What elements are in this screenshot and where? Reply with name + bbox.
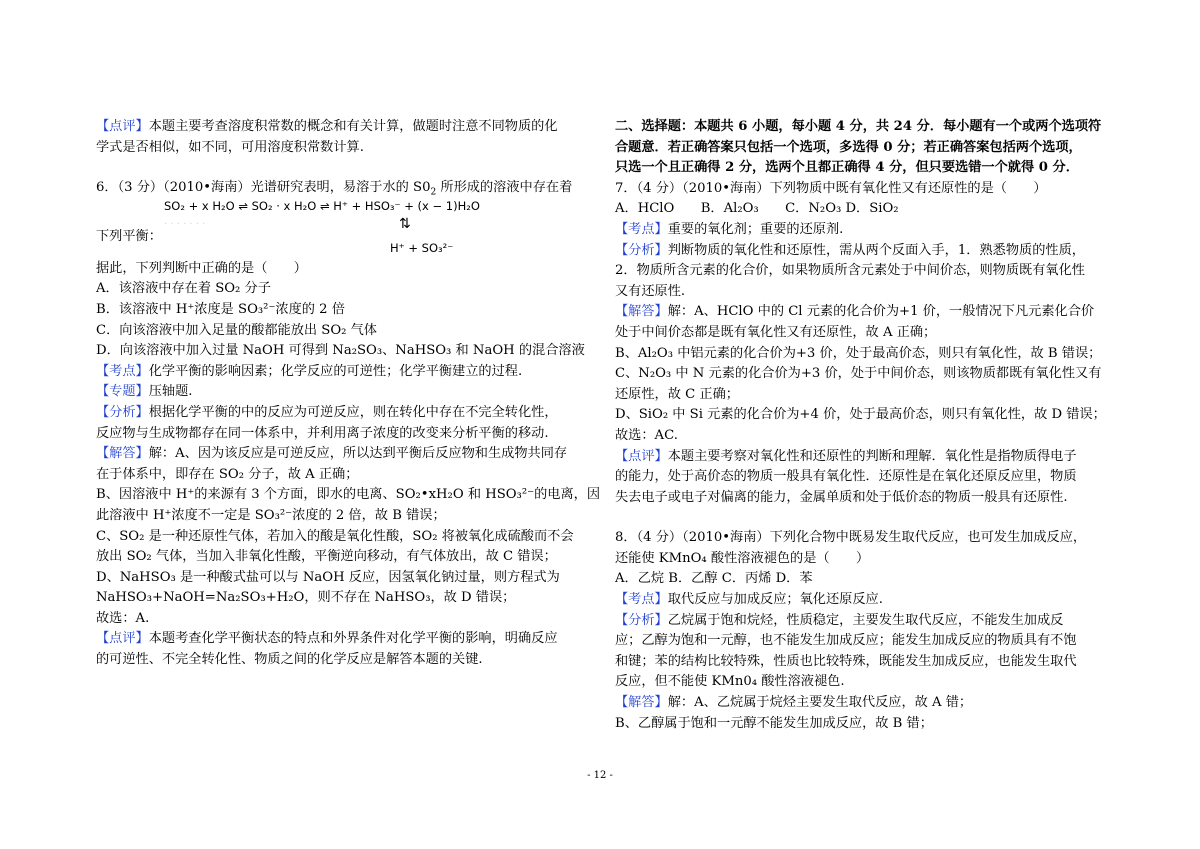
section-2-heading-1: 二、选择题：本题共 6 小题，每小题 4 分，共 24 分．每小题有一个或两个选项符 xyxy=(615,119,1102,134)
equation-line-2: H⁺ + SO₃²⁻ xyxy=(390,240,454,255)
balance-label: 下列平衡： xyxy=(96,228,162,244)
option-d: D．向该溶液中加入过量 NaOH 可得到 Na₂SO₃、NaHSO₃ 和 NaOH 的混合溶液 xyxy=(96,343,585,359)
q7-jieda-line-2: 处于中间价态都是既有氧化性又有还原性，故 A 正确； xyxy=(615,324,937,340)
option-a: A．该溶液中存在着 SO₂ 分子 xyxy=(96,281,271,297)
option-c: C．向该溶液中加入足量的酸都能放出 SO₂ 气体 xyxy=(96,322,377,338)
q7-fenxi-line: 【分析】判断物质的氧化性和还原性，需从两个反面入手，1．熟悉物质的性质， xyxy=(615,242,1085,258)
jieda-line-9: 故选：A. xyxy=(96,610,150,626)
q7-jieda-line-3: B、Al₂O₃ 中铝元素的化合价为+3 价，处于最高价态，则只有氧化性，故 B 错误； xyxy=(615,345,1102,361)
comment-line-2: 学式是否相似，如不同，可用溶度积常数计算. xyxy=(96,139,364,155)
right-column xyxy=(615,117,1107,734)
fenxi-line: 【分析】根据化学平衡的中的反应为可逆反应，则在转化中存在不完全转化性， xyxy=(96,404,558,420)
question-8-options: A．乙烷 B．乙醇 C．丙烯 D．苯 xyxy=(615,571,813,587)
comment2-line-2: 的可逆性、不完全转化性、物质之间的化学反应是解答本题的关键. xyxy=(96,652,483,668)
comment2-line: 【点评】本题考查化学平衡状态的特点和外界条件对化学平衡的影响，明确反应 xyxy=(96,631,558,647)
faint-marks: · · · · · · · xyxy=(164,218,206,230)
option-b: B．该溶液中 H⁺浓度是 SO₃²⁻浓度的 2 倍 xyxy=(96,301,345,317)
jieda-line-8: NaHSO₃+NaOH=Na₂SO₃+H₂O，则不存在 NaHSO₃，故 D 错误； xyxy=(96,590,516,606)
q7-jieda-line-6: D、SiO₂ 中 Si 元素的化合价为+4 价，处于最高价态，则只有氧化性，故 D 错误； xyxy=(615,407,1106,423)
jieda-line-5: C、SO₂ 是一种还原性气体，若加入的酸是氧化性酸，SO₂ 将被氧化成硫酸而不会 xyxy=(96,528,574,544)
question-8-stem: 8．（4 分）（2010•海南）下列化合物中既易发生取代反应，也可发生加成反应， xyxy=(615,530,1087,546)
q8-kaodian-line: 【考点】取代反应与加成反应；氧化还原反应. xyxy=(615,592,883,608)
q7-fenxi-line-3: 又有还原性. xyxy=(615,283,686,299)
q8-fenxi-line-4: 反应，但不能使 KMn0₄ 酸性溶液褪色. xyxy=(615,674,845,690)
jieda-line: 【解答】解：A、因为该反应是可逆反应，所以达到平衡后反应物和生成物共同存 xyxy=(96,446,568,462)
kaodian-line: 【考点】化学平衡的影响因素；化学反应的可逆性；化学平衡建立的过程. xyxy=(96,363,523,379)
section-2-heading-3: 只选一个且正确得 2 分，选两个且都正确得 4 分，但只要选错一个就得 0 分． xyxy=(615,160,1079,176)
q7-jieda-line: 【解答】解：A、HClO 中的 Cl 元素的化合价为+1 价，一般情况下凡元素化合价 xyxy=(615,304,1095,320)
question-6-stem: 6．（3 分）（2010•海南）光谱研究表明，易溶于水的 $S0_2$ 所形成的溶液中存在着 xyxy=(96,180,573,198)
jieda-line-2: 在于体系中，即存在 SO₂ 分子，故 A 正确； xyxy=(96,466,359,482)
equilibrium-arrow-icon: ⇅ xyxy=(399,215,411,232)
q8-fenxi-line-3: 和键；苯的结构比较特殊，性质也比较特殊，既能发生加成反应，也能发生取代 xyxy=(615,653,1077,669)
q7-dianping-line: 【点评】本题主要考察对氧化性和还原性的判断和理解．氧化性是指物质得电子 xyxy=(615,448,1077,464)
jieda-line-7: D、NaHSO₃ 是一种酸式盐可以与 NaOH 反应，因氢氧化钠过量，则方程式为 xyxy=(96,569,560,585)
jieda-line-4: 此溶液中 H⁺浓度不一定是 SO₃²⁻浓度的 2 倍，故 B 错误； xyxy=(96,507,446,523)
equation-line-1: SO₂ + x H₂O ⇌ SO₂ · x H₂O ⇌ H⁺ + HSO₃⁻ + (x − 1)H₂O xyxy=(164,198,480,213)
comment-tag: 【点评】 xyxy=(96,119,149,134)
question-8-stem-2: 还能使 KMnO₄ 酸性溶液褪色的是（ ） xyxy=(615,550,870,566)
q7-dianping-line-2: 的能力，处于高价态的物质一般具有氧化性．还原性是在氧化还原反应里，物质 xyxy=(615,469,1077,485)
equilibrium-equation xyxy=(96,199,588,259)
jieda-line-6: 放出 SO₂ 气体，当加入非氧化性酸，平衡逆向移动，有气体放出，故 C 错误； xyxy=(96,549,557,565)
q7-jieda-line-7: 故选：AC. xyxy=(615,427,678,443)
q7-fenxi-line-2: 2．物质所含元素的化合价，如果物质所含元素处于中间价态，则物质既有氧化性 xyxy=(615,263,1085,279)
question-7-options: A．HClO B．Al₂O₃ C．N₂O₃ D．SiO₂ xyxy=(615,201,899,217)
page-number: - 12 - xyxy=(587,770,613,781)
q8-jieda-line: 【解答】解：A、乙烷属于烷烃主要发生取代反应，故 A 错； xyxy=(615,695,973,711)
question-7-stem: 7．（4 分）（2010•海南）下列物质中既有氧化性又有还原性的是（ ） xyxy=(615,180,1047,196)
q7-dianping-line-3: 失去电子或电子对偏离的能力，金属单质和处于低价态的物质一般具有还原性. xyxy=(615,489,1068,505)
q8-fenxi-line: 【分析】乙烷属于饱和烷烃，性质稳定，主要发生取代反应，不能发生加成反 xyxy=(615,612,1064,628)
zhuanti-line: 【专题】压轴题. xyxy=(96,384,193,400)
q7-kaodian-line: 【考点】重要的氧化剂；重要的还原剂. xyxy=(615,221,844,237)
question-6-ask: 据此，下列判断中正确的是（ ） xyxy=(96,260,307,276)
jieda-line-3: B、因溶液中 H⁺的来源有 3 个方面，即水的电离、SO₂•xH₂O 和 HSO₃²⁻的电离，因 xyxy=(96,487,601,503)
q7-jieda-line-4: C、N₂O₃ 中 N 元素的化合价为+3 价，处于中间价态，则该物质都既有氧化性又有 xyxy=(615,366,1102,382)
q8-fenxi-line-2: 应；乙醇为饱和一元醇，也不能发生加成反应；能发生加成反应的物质具有不饱 xyxy=(615,633,1077,649)
left-column xyxy=(96,117,601,671)
q8-jieda-line-2: B、乙醇属于饱和一元醇不能发生加成反应，故 B 错； xyxy=(615,715,933,731)
fenxi-line-2: 反应物与生成物都存在同一体系中，并利用离子浓度的改变来分析平衡的移动. xyxy=(96,425,549,441)
comment-line: 【点评】本题主要考查溶度积常数的概念和有关计算，做题时注意不同物质的化 xyxy=(96,119,558,134)
section-2-heading-2: 合题意．若正确答案只包括一个选项，多选得 0 分；若正确答案包括两个选项， xyxy=(615,139,1082,155)
q7-jieda-line-5: 还原性，故 C 正确； xyxy=(615,386,739,402)
